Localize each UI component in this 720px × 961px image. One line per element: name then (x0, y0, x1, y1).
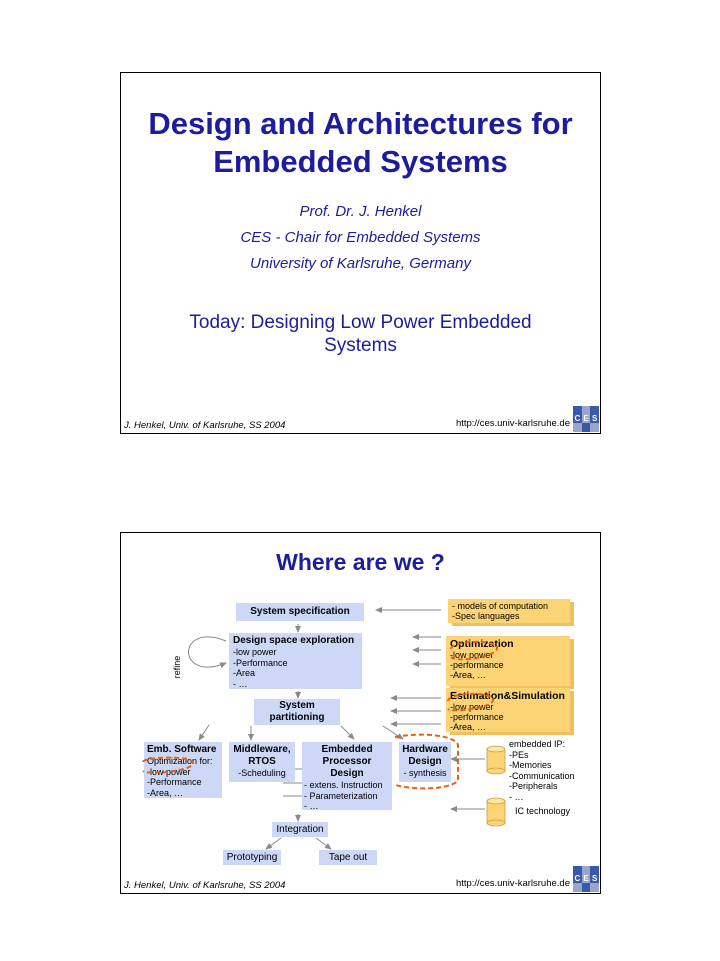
emb-software-item: -Performance (147, 777, 202, 787)
dse-item: -Area (233, 668, 256, 678)
ces-logo: C E S (573, 866, 599, 892)
slide-title-heading (121, 105, 600, 181)
estimation-item: -low power (450, 702, 494, 712)
optimization-title: Optimization (450, 638, 514, 650)
ip-item: -PEs (509, 749, 529, 760)
hardware-item: - synthesis (403, 768, 447, 778)
dse-title: Design space exploration (233, 635, 355, 646)
estimation-item: -performance (450, 712, 504, 722)
today-line-2: Systems (324, 335, 397, 356)
emb-software-title: Emb. Software (147, 744, 217, 755)
ip-item: -Peripherals (509, 781, 558, 791)
partitioning-line-2: partitioning (269, 712, 325, 723)
ep-item: - Parameterization (304, 790, 378, 801)
highlight-marks (121, 533, 602, 895)
footer-author: J. Henkel, Univ. of Karlsruhe, SS 2004 (124, 420, 286, 431)
author: Prof. Dr. J. Henkel (299, 203, 422, 220)
ip-item: -Communication (509, 770, 575, 781)
ip-title: embedded IP: (509, 739, 566, 749)
ep-item: - extens. Instruction (304, 780, 383, 790)
slide-title (120, 72, 601, 434)
prototyping-box: Prototyping (223, 850, 281, 865)
emb-software-item: -Area, … (147, 787, 184, 798)
ip-item: - … (509, 791, 524, 802)
emb-software-item: -low power (147, 766, 191, 777)
emb-software-sub: Optimization for: (147, 756, 213, 766)
middleware-item: -Scheduling (238, 768, 286, 778)
ic-technology-label: IC technology (515, 806, 571, 816)
footer-url: http://ces.univ-karlsruhe.de (455, 418, 570, 429)
optimization-item: -performance (450, 660, 504, 670)
footer-url: http://ces.univ-karlsruhe.de (455, 878, 570, 889)
dse-item: - … (233, 678, 248, 689)
dse-item: -Performance (233, 657, 288, 668)
dse-item: -low power (233, 647, 277, 657)
middleware-title-1: Middleware, (233, 744, 291, 755)
today-topic (121, 311, 600, 357)
optimization-item: -low power (450, 650, 494, 660)
estimation-title: Estimation&Simulation (450, 690, 565, 702)
title-line-2: Embedded Systems (213, 144, 508, 179)
slide-where-are-we (120, 532, 601, 894)
slide-heading: Where are we ? (276, 549, 445, 575)
footer-author: J. Henkel, Univ. of Karlsruhe, SS 2004 (124, 880, 286, 891)
estimation-item: -Area, … (450, 722, 487, 732)
partitioning-line-1: System (279, 700, 315, 711)
hardware-title-1: Hardware (402, 744, 448, 755)
today-line-1: Today: Designing Low Power Embedded (189, 312, 532, 333)
chair-name: CES - Chair for Embedded Systems (240, 229, 481, 246)
ep-title-1: Embedded (321, 744, 373, 755)
ep-item: - … (304, 801, 319, 811)
tapeout-box: Tape out (319, 850, 377, 865)
ces-logo: C E S (573, 406, 599, 432)
integration-box: Integration (272, 822, 328, 837)
ep-title-3: Design (330, 768, 364, 779)
spec-languages-label: -Spec languages (452, 611, 520, 621)
ep-title-2: Processor (322, 756, 372, 767)
title-line-1: Design and Architectures for (148, 106, 573, 141)
middleware-title-2: RTOS (248, 756, 276, 767)
system-spec-label: System specification (250, 606, 350, 617)
university: University of Karlsruhe, Germany (250, 255, 471, 272)
models-label: - models of computation (452, 601, 549, 611)
refine-label: refine (171, 655, 182, 679)
optimization-item: -Area, … (450, 670, 487, 680)
hardware-title-2: Design (408, 756, 442, 767)
ip-item: -Memories (509, 760, 552, 770)
